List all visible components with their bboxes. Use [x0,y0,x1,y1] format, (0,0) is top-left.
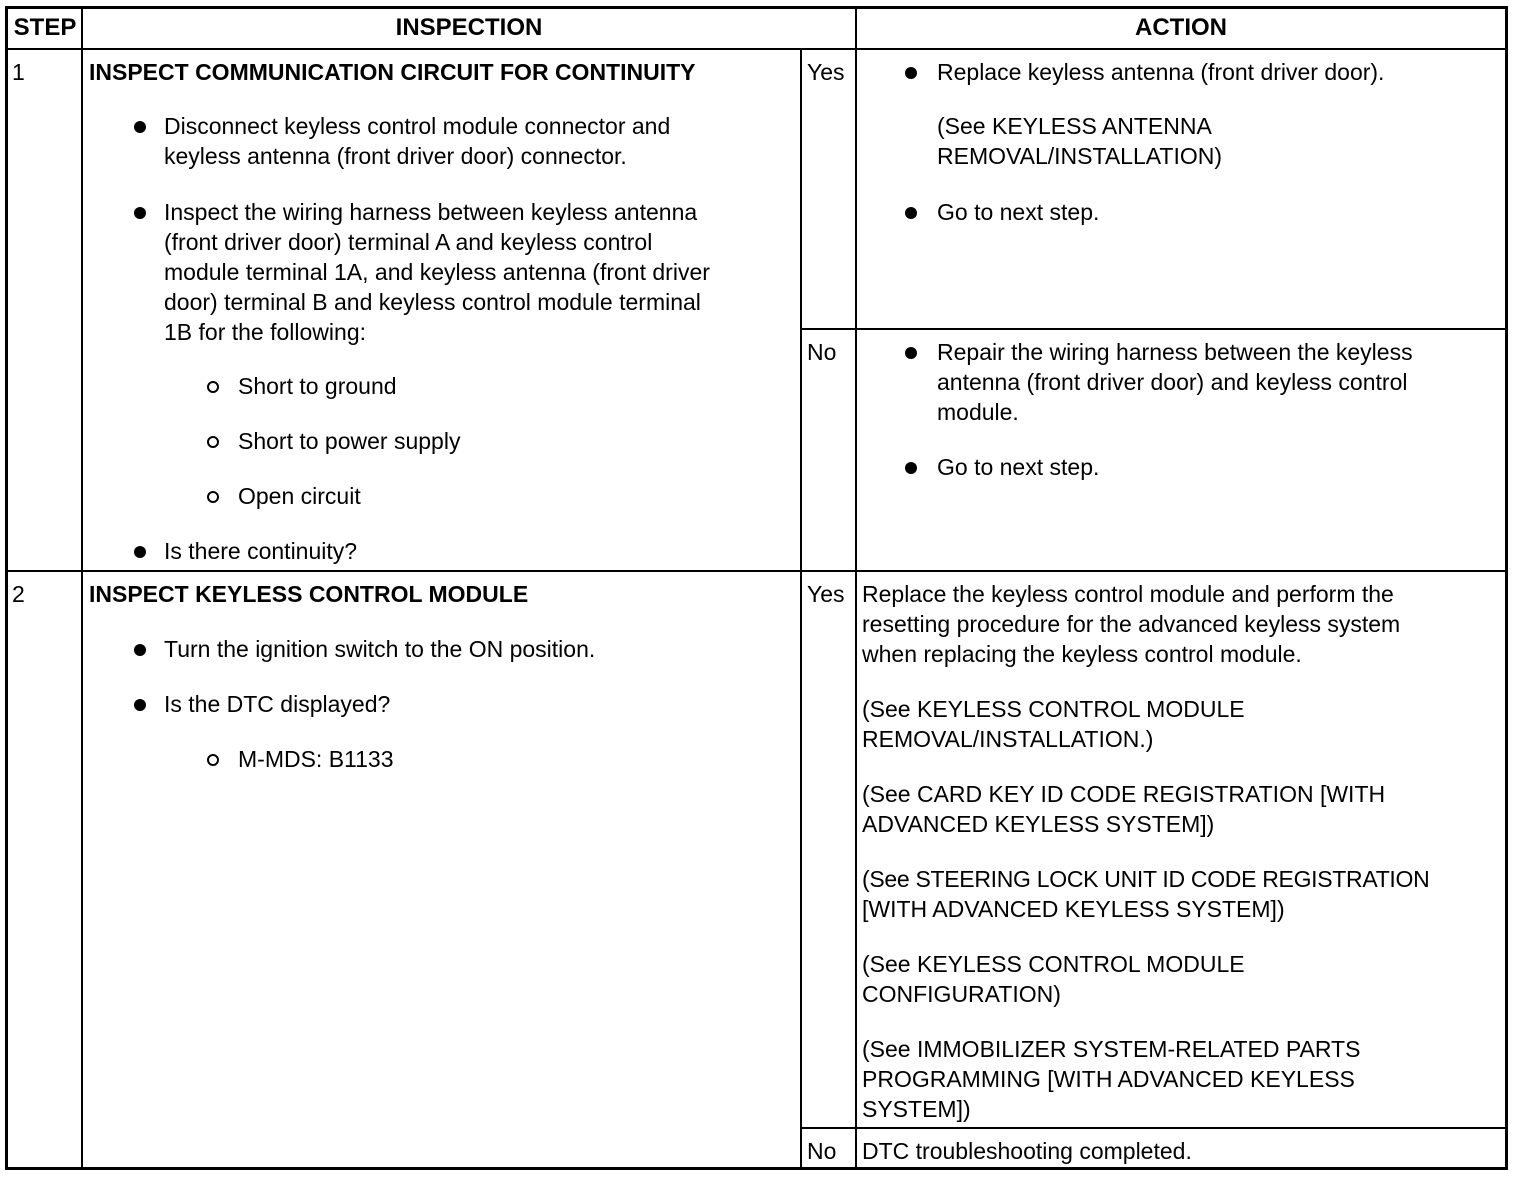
step2-yes-line6: (See CARD KEY ID CODE REGISTRATION [WITH [862,781,1386,807]
step1-no-label: No [807,339,837,365]
step2-subitem: M-MDS: B1133 [238,746,394,772]
step1-no-bullet1-line2: antenna (front driver door) and keyless control [937,369,1408,395]
table-border-left [5,6,8,1170]
sub-bullet-icon [207,491,219,503]
step-column-divider [81,6,83,1170]
step2-yes-label: Yes [807,581,845,607]
step1-no-bullet1-line3: module. [937,399,1019,425]
row-divider [5,570,1508,572]
step1-title: INSPECT COMMUNICATION CIRCUIT FOR CONTINUITY [89,59,696,85]
step1-no-bullet2: Go to next step. [937,454,1100,480]
step1-no-bullet1-line1: Repair the wiring harness between the keyless [937,339,1413,365]
step2-bullet1: Turn the ignition switch to the ON position. [164,636,596,662]
step1-yes-bullet1: Replace keyless antenna (front driver door). [937,59,1385,85]
step1-yes-label: Yes [807,59,845,85]
table-border-right [1505,6,1508,1170]
step1-question: Is there continuity? [164,538,358,564]
step2-yes-line10: (See KEYLESS CONTROL MODULE [862,951,1245,977]
step2-yes-line1: Replace the keyless control module and perform the [862,581,1394,607]
step2-yes-line8: (See STEERING LOCK UNIT ID CODE REGISTRATION [862,866,1430,892]
step2-yes-no-divider [800,1127,1508,1129]
action-column-divider [855,6,857,1170]
bullet-icon [134,546,146,558]
header-action: ACTION [1135,14,1227,41]
step2-yes-line13: PROGRAMMING [WITH ADVANCED KEYLESS [862,1066,1355,1092]
step1-bullet2-line5: 1B for the following: [164,319,367,345]
step2-no-label: No [807,1138,837,1164]
bullet-icon [134,121,146,133]
header-step: STEP [13,14,77,41]
step2-yes-line3: when replacing the keyless control module. [862,641,1302,667]
step2-number: 2 [12,581,25,607]
step1-yes-ref-line1: (See KEYLESS ANTENNA [937,113,1212,139]
step1-subitem-3: Open circuit [238,483,361,509]
step1-subitem-1: Short to ground [238,373,397,399]
step2-yes-line14: SYSTEM]) [862,1096,971,1122]
step1-bullet2-line1: Inspect the wiring harness between keyless antenna [164,199,698,225]
bullet-icon [905,347,917,359]
bullet-icon [905,207,917,219]
step2-title: INSPECT KEYLESS CONTROL MODULE [89,581,529,607]
step2-yes-line4: (See KEYLESS CONTROL MODULE [862,696,1245,722]
step2-yes-line12: (See IMMOBILIZER SYSTEM-RELATED PARTS [862,1036,1361,1062]
step1-subitem-2: Short to power supply [238,428,461,454]
header-divider [5,48,1508,50]
sub-bullet-icon [207,381,219,393]
step2-yes-line7: ADVANCED KEYLESS SYSTEM]) [862,811,1215,837]
step1-bullet2-line3: module terminal 1A, and keyless antenna (front driver [164,259,710,285]
step2-yes-line5: REMOVAL/INSTALLATION.) [862,726,1154,752]
step1-bullet1-line2: keyless antenna (front driver door) connector. [164,143,627,169]
table-border-top [5,6,1508,9]
step1-bullet1-line1: Disconnect keyless control module connector and [164,113,671,139]
step2-no-text: DTC troubleshooting completed. [862,1138,1192,1164]
step1-bullet2-line2: (front driver door) terminal A and keyless control [164,229,653,255]
step1-yes-no-divider [800,328,1508,330]
step2-yes-line2: resetting procedure for the advanced keyless system [862,611,1401,637]
sub-bullet-icon [207,436,219,448]
step2-bullet2: Is the DTC displayed? [164,691,391,717]
bullet-icon [134,644,146,656]
step2-yes-line11: CONFIGURATION) [862,981,1061,1007]
bullet-icon [905,462,917,474]
step1-bullet2-line4: door) terminal B and keyless control module terminal [164,289,701,315]
bullet-icon [905,67,917,79]
bullet-icon [134,699,146,711]
table-border-bottom [5,1167,1508,1170]
sub-bullet-icon [207,754,219,766]
step1-number: 1 [12,59,25,85]
header-inspection: INSPECTION [395,14,543,41]
step1-yes-bullet2: Go to next step. [937,199,1100,225]
inspection-column-divider [800,49,802,1170]
step2-yes-line9: [WITH ADVANCED KEYLESS SYSTEM]) [862,896,1285,922]
bullet-icon [134,207,146,219]
step1-yes-ref-line2: REMOVAL/INSTALLATION) [937,143,1222,169]
